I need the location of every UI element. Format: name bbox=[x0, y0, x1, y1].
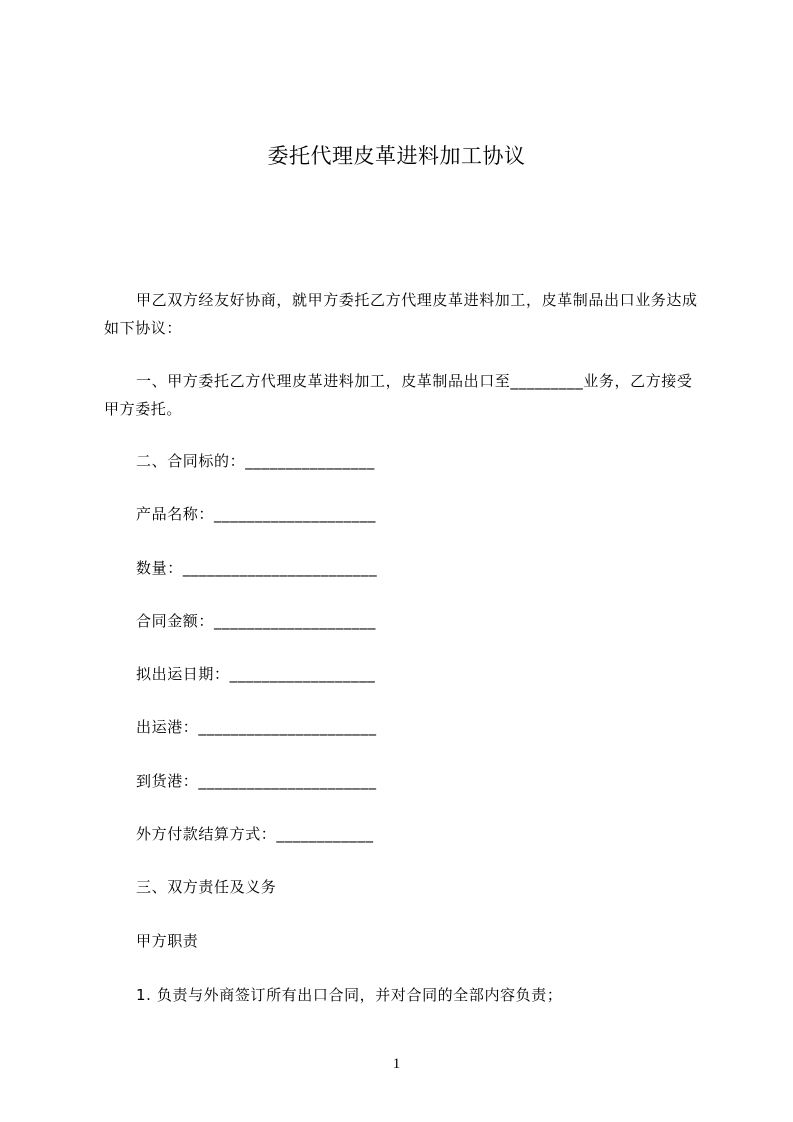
intro-paragraph: 甲乙双方经友好协商，就甲方委托乙方代理皮革进料加工，皮革制品出口业务达成如下协议： bbox=[104, 291, 698, 337]
fill-blank: __________________ bbox=[229, 665, 376, 683]
field-port-of-destination bbox=[136, 767, 377, 795]
document-title: 委托代理皮革进料加工协议 bbox=[267, 144, 526, 168]
fill-blank: ________________ bbox=[245, 452, 375, 470]
field-payment-method bbox=[136, 820, 374, 848]
field-label: 拟出运日期： bbox=[136, 665, 230, 683]
field-product-name bbox=[136, 500, 376, 528]
field-label: 到货港： bbox=[136, 772, 199, 790]
field-label: 产品名称： bbox=[136, 505, 215, 523]
field-contract-amount bbox=[136, 607, 376, 635]
fill-blank: ____________________ bbox=[214, 612, 377, 630]
fill-blank: ____________________ bbox=[214, 505, 377, 523]
fill-blank: ______________________ bbox=[198, 718, 377, 736]
section-3-heading: 三、双方责任及义务 bbox=[136, 878, 277, 896]
field-label: 数量： bbox=[136, 559, 183, 577]
page-number: 1 bbox=[392, 1056, 401, 1072]
field-label: 二、合同标的： bbox=[136, 452, 246, 470]
field-label: 合同金额： bbox=[136, 612, 215, 630]
field-label: 外方付款结算方式： bbox=[136, 825, 277, 843]
field-contract-subject bbox=[136, 447, 375, 475]
field-shipping-date bbox=[136, 660, 375, 688]
field-port-of-loading bbox=[136, 713, 377, 741]
field-label: 出运港： bbox=[136, 718, 199, 736]
party-a-heading: 甲方职责 bbox=[136, 932, 199, 950]
fill-blank: ______________________ bbox=[198, 772, 377, 790]
fill-blank: ____________ bbox=[276, 825, 374, 843]
field-quantity bbox=[136, 554, 377, 582]
item-1-text: 1. 负责与外商签订所有出口合同，并对合同的全部内容负责； bbox=[136, 986, 563, 1004]
clause-1-paragraph: 一、甲方委托乙方代理皮革进料加工，皮革制品出口至_________业务，乙方接受甲方委托。 bbox=[104, 372, 693, 418]
fill-blank: ________________________ bbox=[182, 559, 378, 577]
